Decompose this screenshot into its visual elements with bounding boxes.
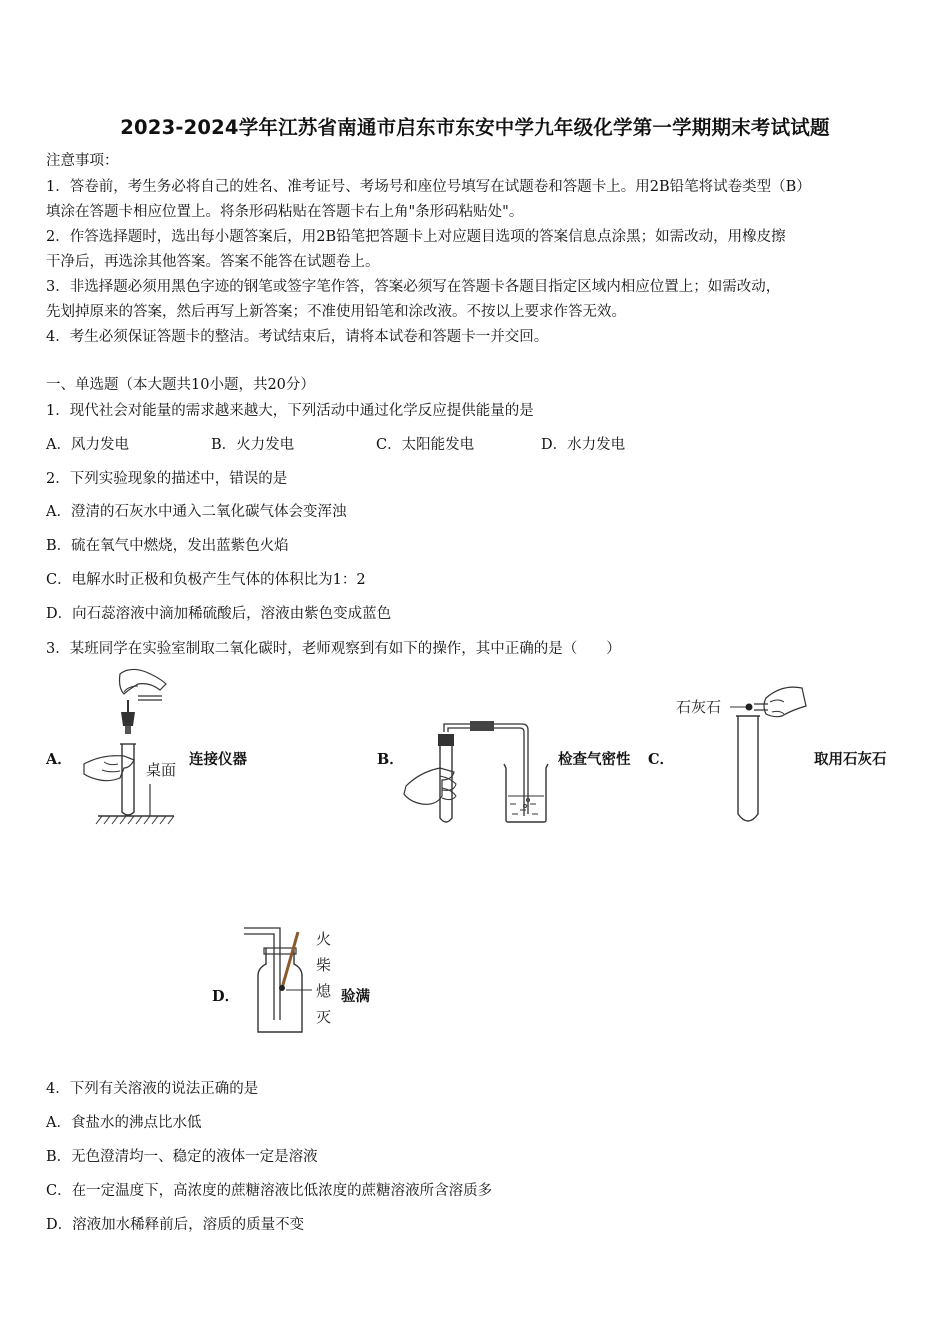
notice-line: 先划掉原来的答案，然后再写上新答案；不准使用铅笔和涂改液。不按以上要求作答无效。 [46,304,626,320]
question-3-option-a-label: 连接仪器 [189,751,247,768]
match-text-4: 灭 [316,1008,332,1026]
question-3-option-d-letter: D． [212,988,240,1005]
question-3-stem: 3．某班同学在实验室制取二氧化碳时，老师观察到有如下的操作，其中正确的是（ ） [46,641,621,657]
airtightness-check-figure [402,716,554,828]
question-4-option-a: A．食盐水的沸点比水低 [46,1115,202,1131]
notice-line: 1．答卷前，考生务必将自己的姓名、准考证号、考场号和座位号填写在试题卷和答题卡上。用2B铅笔将试卷类型（B） [46,179,811,195]
question-3-option-c-label: 取用石灰石 [814,751,887,768]
take-limestone-figure [674,682,810,828]
question-4-option-b: B．无色澄清均一、稳定的液体一定是溶液 [46,1149,318,1165]
question-3-option-d-label: 验满 [341,988,370,1005]
question-3-option-a-letter: A． [46,751,72,768]
match-text-3: 熄 [316,982,332,1000]
question-3-option-b-letter: B． [377,751,404,768]
notice-line: 填涂在答题卡相应位置上。将条形码粘贴在答题卡右上角"条形码粘贴处"。 [46,204,524,220]
page-title: 2023-2024学年江苏省南通市启东市东安中学九年级化学第一学期期末考试试题 [120,116,830,139]
match-text-1: 火 [316,930,332,948]
question-1-option-d: D．水力发电 [541,437,626,453]
question-3-option-c-letter: C． [648,751,675,768]
question-2-stem: 2．下列实验现象的描述中，错误的是 [46,471,288,487]
notice-line: 2．作答选择题时，选出每小题答案后，用2B铅笔把答题卡上对应题目选项的答案信息点涂黑；如需改动，用橡皮擦 [46,229,786,245]
question-2-option-a: A．澄清的石灰水中通入二氧化碳气体会变浑浊 [46,504,347,520]
section-heading: 一、单选题（本大题共10小题，共20分） [46,377,315,393]
question-2-option-d: D．向石蕊溶液中滴加稀硫酸后，溶液由紫色变成蓝色 [46,606,392,622]
notice-heading: 注意事项： [46,153,119,169]
question-4-stem: 4．下列有关溶液的说法正确的是 [46,1081,259,1097]
question-1-option-c: C．太阳能发电 [376,437,475,453]
notice-line: 干净后，再选涂其他答案。答案不能答在试题卷上。 [46,254,380,270]
question-3-option-b-label: 检查气密性 [558,751,631,768]
question-4-option-c: C．在一定温度下，高浓度的蔗糖溶液比低浓度的蔗糖溶液所含溶质多 [46,1183,493,1199]
question-2-option-b: B．硫在氧气中燃烧，发出蓝紫色火焰 [46,538,289,554]
question-1-option-a: A．风力发电 [46,437,129,453]
question-1-option-b: B．火力发电 [211,437,295,453]
gas-collection-bottle-figure [240,924,340,1040]
limestone-label: 石灰石 [676,698,722,716]
question-2-option-c: C．电解水时正极和负极产生气体的体积比为1：2 [46,572,366,588]
connect-apparatus-figure [74,668,190,828]
table-surface-label: 桌面 [146,761,177,779]
question-1-stem: 1．现代社会对能量的需求越来越大，下列活动中通过化学反应提供能量的是 [46,403,534,419]
question-4-option-d: D．溶液加水稀释前后，溶质的质量不变 [46,1217,305,1233]
notice-line: 4．考生必须保证答题卡的整洁。考试结束后，请将本试卷和答题卡一并交回。 [46,329,549,345]
match-text-2: 柴 [316,956,332,974]
notice-line: 3．非选择题必须用黑色字迹的钢笔或签字笔作答，答案必须写在答题卡各题目指定区域内相应位置上；如需改动， [46,279,781,295]
